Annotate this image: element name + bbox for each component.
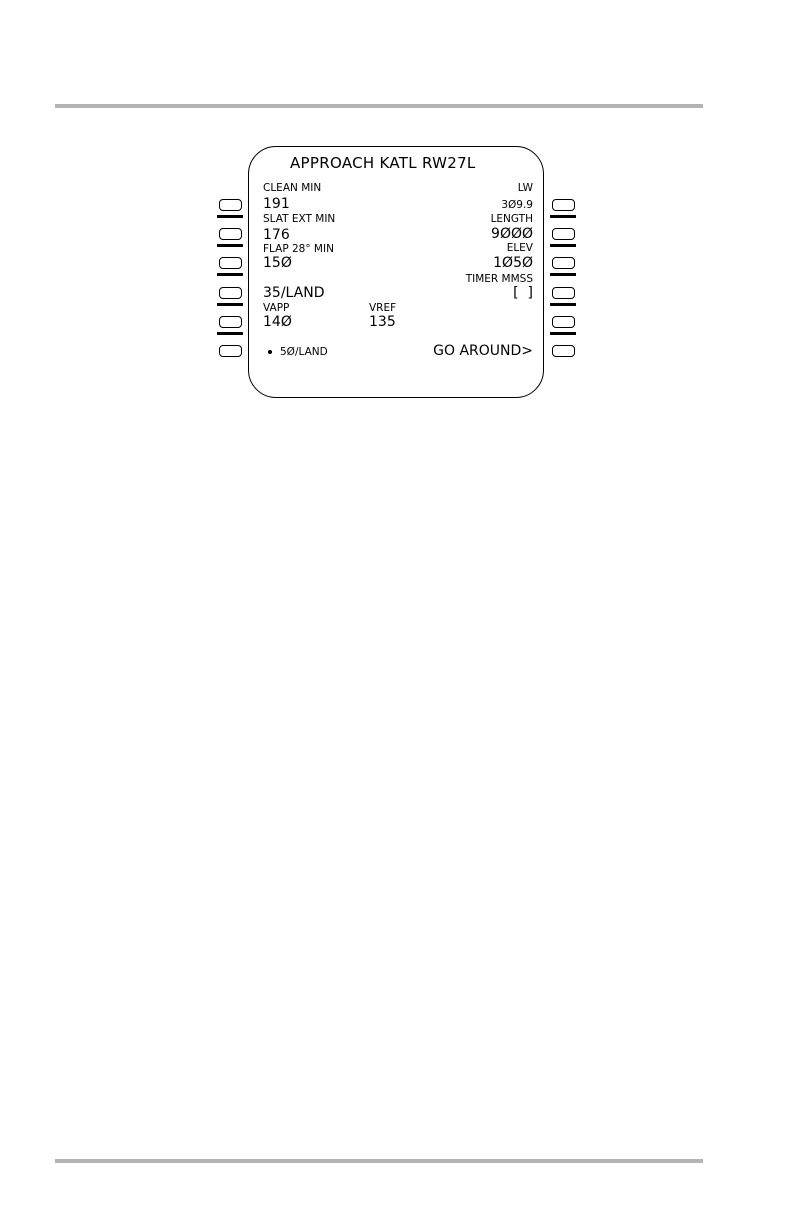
flap-min-label: FLAP 28° MIN [263, 243, 334, 255]
vref-label: VREF [369, 302, 397, 314]
lsk-4l-button[interactable] [219, 287, 242, 299]
flap-config-value[interactable]: 35/LAND [263, 285, 325, 301]
lsk-3r-button[interactable] [552, 257, 575, 269]
lsk-separator [550, 215, 576, 218]
lsk-separator [550, 273, 576, 276]
footer-rule [55, 1159, 703, 1163]
lw-value: 3Ø9.9 [501, 199, 533, 211]
lsk-1l-button[interactable] [219, 199, 242, 211]
bullet-icon [268, 350, 272, 354]
lsk-6l-button[interactable] [219, 345, 242, 357]
lsk-separator [217, 303, 243, 306]
length-label: LENGTH [490, 213, 533, 225]
clean-min-value: 191 [263, 196, 290, 212]
lsk-2l-button[interactable] [219, 228, 242, 240]
slat-ext-min-label: SLAT EXT MIN [263, 213, 336, 225]
go-around-prompt[interactable]: GO AROUND> [433, 343, 533, 359]
lsk-separator [550, 244, 576, 247]
lsk-separator [550, 332, 576, 335]
lsk-separator [217, 273, 243, 276]
alt-config-option[interactable]: 5Ø/LAND [280, 346, 328, 358]
lsk-3l-button[interactable] [219, 257, 242, 269]
lsk-5l-button[interactable] [219, 316, 242, 328]
lsk-5r-button[interactable] [552, 316, 575, 328]
vapp-value: 14Ø [263, 314, 292, 330]
flap-min-value: 15Ø [263, 255, 292, 271]
timer-label: TIMER MMSS [465, 273, 533, 285]
lsk-6r-button[interactable] [552, 345, 575, 357]
vref-value: 135 [369, 314, 396, 330]
clean-min-label: CLEAN MIN [263, 182, 322, 194]
lsk-separator [217, 215, 243, 218]
vapp-label: VAPP [263, 302, 290, 314]
slat-ext-min-value: 176 [263, 227, 290, 243]
lsk-separator [217, 332, 243, 335]
page-title: APPROACH KATL RW27L [290, 154, 476, 172]
lsk-separator [550, 303, 576, 306]
lsk-2r-button[interactable] [552, 228, 575, 240]
elev-value: 1Ø5Ø [493, 255, 533, 271]
header-rule [55, 104, 703, 108]
lsk-separator [217, 244, 243, 247]
length-value: 9ØØØ [491, 226, 533, 242]
lsk-4r-button[interactable] [552, 287, 575, 299]
elev-label: ELEV [506, 242, 533, 254]
lw-label: LW [517, 182, 533, 194]
timer-field[interactable]: [ ] [513, 285, 533, 301]
lsk-1r-button[interactable] [552, 199, 575, 211]
